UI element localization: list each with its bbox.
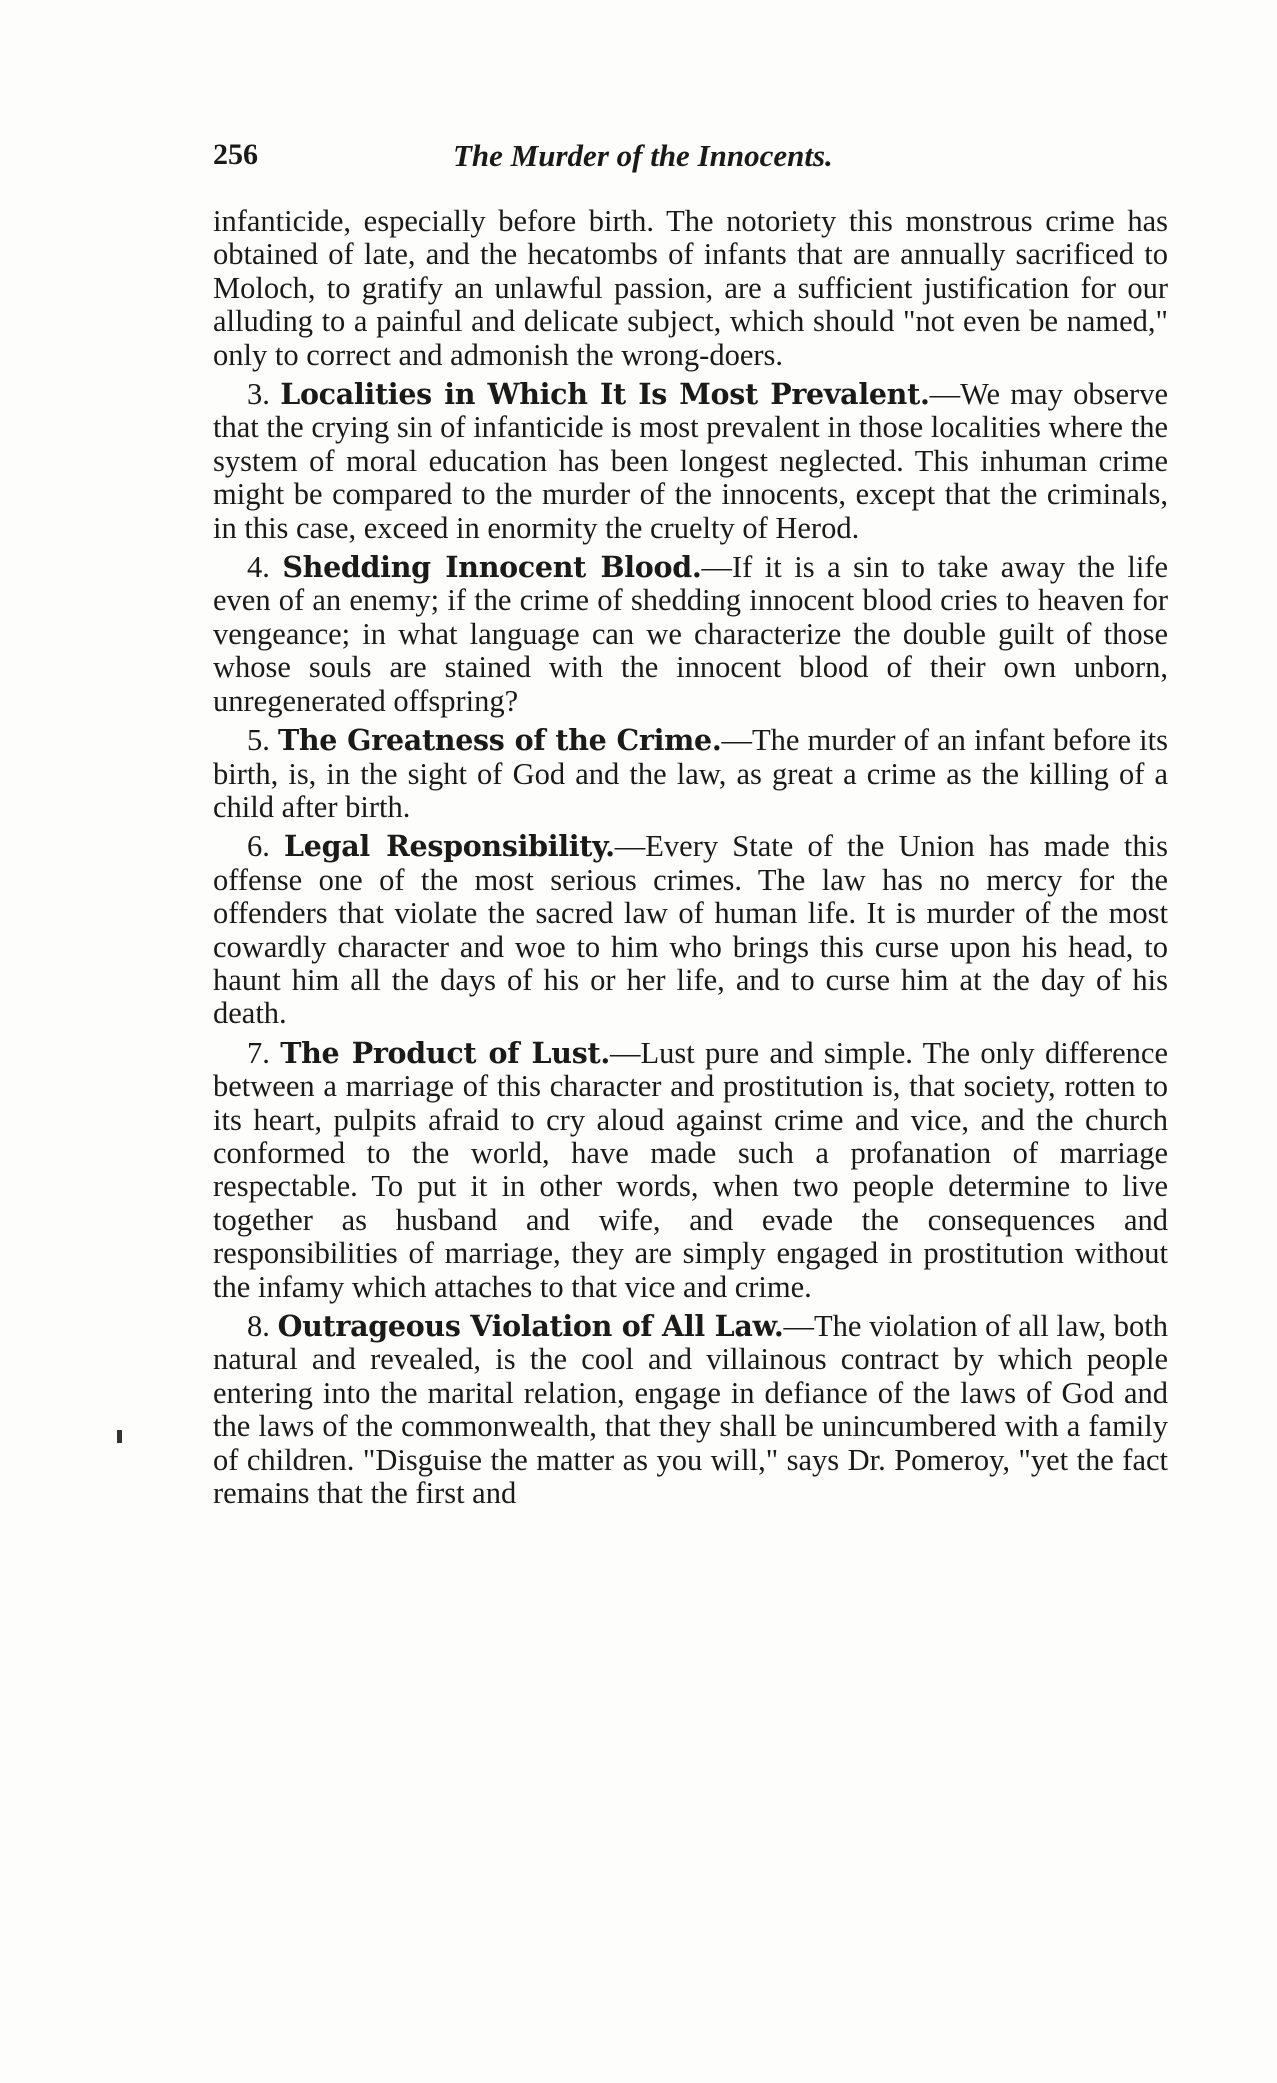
paragraph-heading: The Product of Lust. (280, 1035, 610, 1070)
body-text (213, 205, 1168, 1516)
page-header (213, 138, 1173, 178)
paragraph-continued (213, 205, 1168, 372)
paragraph-text: —We may observe that the crying sin of infanticide is most prevalent in those localities where the system of moral education has been longest neglected. This inhuman crime might be compared to the murder of the innocents, except that the criminals, in this case, exceed in enormity the cruelty of Herod. (213, 377, 1169, 545)
page-number: 256 (213, 138, 258, 171)
paragraph-7 (213, 1037, 1168, 1304)
paragraph-text: —Lust pure and simple. The only difference between a marriage of this character and prostitution is, that society, rotten to its heart, pulpits afraid to cry aloud against crime and vice, and the church conformed to the world, have made such a profanation of marriage respectable. To put it in other words, when two people determine to live together as husband and wife, and evade the consequences and responsibilities of marriage, they are simply engaged in prostitution without the infamy which attaches to that vice and crime. (213, 1035, 1169, 1304)
paragraph-5 (213, 724, 1168, 824)
paragraph-text: —If it is a sin to take away the life even of an enemy; if the crime of shedding innocent blood cries to heaven for vengeance; in what language can we characterize the double guilt of those whose souls are stained with the innocent blood of their own unborn, unregenerated offspring? (213, 550, 1168, 718)
paragraph-4 (213, 551, 1168, 718)
paragraph-6 (213, 830, 1168, 1030)
margin-mark (117, 1430, 122, 1443)
paragraph-heading: Outrageous Violation of All Law. (277, 1309, 784, 1343)
paragraph-text: infanticide, especially before birth. The notoriety this monstrous crime has obtained of late, and the hecatombs of infants that are annually sacrificed to Moloch, to gratify an unlawful passion, are a sufficient justification for our alluding to a painful and delicate subject, which should "not even be named," only to correct and admonish the wrong-doers. (213, 204, 1168, 372)
paragraph-number: 8. (247, 1309, 270, 1343)
paragraph-text: —Every State of the Union has made this offense one of the most serious crimes. The law has no mercy for the offenders that violate the sacred law of human life. It is murder of the most cowardly character and woe to him who brings this curse upon his head, to haunt him all the days of his or her life, and to curse him at the day of his death. (213, 829, 1168, 1031)
paragraph-number: 3. (247, 377, 270, 412)
paragraph-number: 7. (247, 1035, 270, 1070)
paragraph-heading: Localities in Which It Is Most Prevalent. (280, 377, 930, 412)
paragraph-heading: Shedding Innocent Blood. (282, 550, 702, 585)
paragraph-text: —The murder of an infant before its birth, is, in the sight of God and the law, as great a crime as the killing of a child after birth. (213, 723, 1168, 824)
paragraph-8 (213, 1310, 1168, 1510)
paragraph-heading: The Greatness of the Crime. (277, 723, 722, 758)
paragraph-3 (213, 378, 1168, 545)
paragraph-text: —The violation of all law, both natural and revealed, is the cool and villainous contract by which people entering into the marital relation, engage in defiance of the laws of God and the laws of the commonwealth, that they shall be unincumbered with a family of children. "Disguise the matter as you will," says Dr. Pomeroy, "yet the fact remains that the first and (213, 1309, 1169, 1511)
paragraph-number: 4. (247, 550, 270, 585)
paragraph-heading: Legal Responsibility. (284, 829, 615, 864)
paragraph-number: 5. (247, 723, 270, 758)
paragraph-number: 6. (247, 829, 270, 864)
running-title: The Murder of the Innocents. (453, 138, 833, 173)
